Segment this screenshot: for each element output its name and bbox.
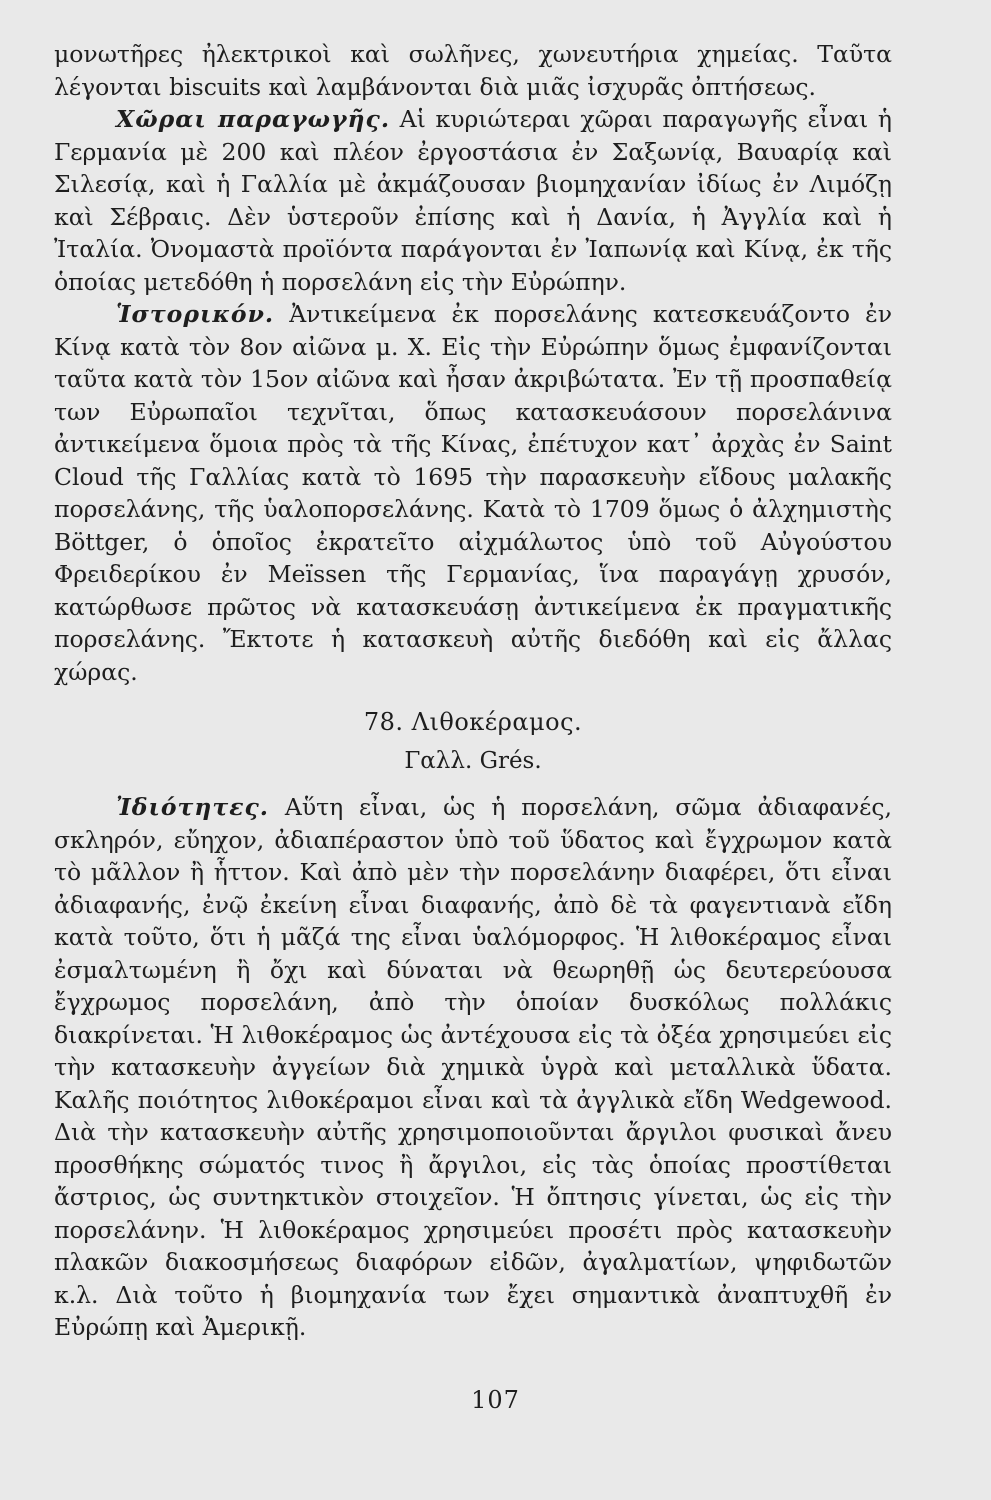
- paragraph-lead: Ἰδιότητες.: [116, 793, 269, 821]
- paragraph-history: [54, 298, 892, 688]
- paragraph-continuation: [54, 38, 892, 103]
- paragraph-text: Ἀντικείμενα ἐκ πορσελάνης κατεσκευάζοντο ἐν Κίνᾳ κατὰ τὸν 8ον αἰῶνα μ. Χ. Εἰς τὴν Εὐρώπην ὅμως ἐμφανίζονται ταῦτα κατὰ τὸν 15ον αἰῶνα καὶ ἦσαν ἀκριβώτατα. Ἐν τῇ προσπαθείᾳ των Εὐρωπαῖοι τεχνῖται, ὅπως κατασκευάσουν πορσελάνινα ἀντικείμενα ὅμοια πρὸς τὰ τῆς Κίνας, ἐπέτυχον κατ᾽ ἀρχὰς ἐν Saint Cloud τῆς Γαλλίας κατὰ τὸ 1695 τὴν παρασκευὴν εἴδους μαλακῆς πορσελάνης, τῆς ὑαλοπορσελάνης. Κατὰ τὸ 1709 ὅμως ὁ ἀλχημιστὴς Böttger, ὁ ὁποῖος ἐκρατεῖτο αἰχμάλωτος ὑπὸ τοῦ Αὐγούστου Φρειδερίκου ἐν Meïssen τῆς Γερμανίας, ἵνα παραγάγῃ χρυσόν, κατώρθωσε πρῶτος νὰ κατασκευάσῃ ἀντικείμενα ἐκ πραγματικῆς πορσελάνης. Ἔκτοτε ἡ κατασκευὴ αὐτῆς διεδόθη καὶ εἰς ἄλλας χώρας.: [54, 300, 892, 686]
- section-heading: 78. Λιθοκέραμος.: [363, 708, 583, 736]
- page-body: [54, 38, 892, 1344]
- paragraph-lead: Χῶραι παραγωγῆς.: [116, 105, 391, 133]
- paragraph-production-countries: [54, 103, 892, 298]
- page-number: 107: [471, 1386, 520, 1414]
- paragraph-text: Αἱ κυριώτεραι χῶραι παραγωγῆς εἶναι ἡ Γερμανία μὲ 200 καὶ πλέον ἐργοστάσια ἐν Σαξωνίᾳ, Βαυαρίᾳ καὶ Σιλεσίᾳ, καὶ ἡ Γαλλία μὲ ἀκμάζουσαν βιομηχανίαν ἰδίως ἐν Λιμόζῃ καὶ Σέβραις. Δὲν ὑστεροῦν ἐπίσης καὶ ἡ Δανία, ἡ Ἀγγλία καὶ ἡ Ἰταλία. Ὀνομαστὰ προϊόντα παράγονται ἐν Ἰαπωνίᾳ καὶ Κίνᾳ, ἐκ τῆς ὁποίας μετεδόθη ἡ πορσελάνη εἰς τὴν Εὐρώπην.: [54, 105, 892, 296]
- section-subheading: Γαλλ. Grés.: [404, 747, 542, 774]
- paragraph-text: μονωτῆρες ἠλεκτρικοὶ καὶ σωλῆνες, χωνευτήρια χημείας. Ταῦτα λέγονται biscuits καὶ λαμβάνονται διὰ μιᾶς ἰσχυρᾶς ὀπτήσεως.: [54, 40, 892, 101]
- paragraph-lead: Ἱστορικόν.: [116, 300, 275, 328]
- paragraph-properties: [54, 791, 892, 1344]
- paragraph-text: Αὕτη εἶναι, ὡς ἡ πορσελάνη, σῶμα ἀδιαφανές, σκληρόν, εὔηχον, ἀδιαπέραστον ὑπὸ τοῦ ὕδατος καὶ ἔγχρωμον κατὰ τὸ μᾶλλον ἢ ἧττον. Καὶ ἀπὸ μὲν τὴν πορσελάνην διαφέρει, ὅτι εἶναι ἀδιαφανής, ἐνῷ ἐκείνη εἶναι διαφανής, ἀπὸ δὲ τὰ φαγεντιανὰ εἴδη κατὰ τοῦτο, ὅτι ἡ μᾶζά της εἶναι ὑαλόμορφος. Ἡ λιθοκέραμος εἶναι ἐσμαλτωμένη ἢ ὄχι καὶ δύναται νὰ θεωρηθῇ ὡς δευτερεύουσα ἔγχρωμος πορσελάνη, ἀπὸ τὴν ὁποίαν δυσκόλως πολλάκις διακρίνεται. Ἡ λιθοκέραμος ὡς ἀντέχουσα εἰς τὰ ὀξέα χρησιμεύει εἰς τὴν κατασκευὴν ἀγγείων διὰ χημικὰ ὑγρὰ καὶ μεταλλικὰ ὕδατα. Καλῆς ποιότητος λιθοκέραμοι εἶναι καὶ τὰ ἀγγλικὰ εἴδη Wedgewood. Διὰ τὴν κατασκευὴν αὐτῆς χρησιμοποιοῦνται ἄργιλοι φυσικαὶ ἄνευ προσθήκης σώματός τινος ἢ ἄργιλοι, εἰς τὰς ὁποίας προστίθεται ἄστριος, ὡς συντηκτικὸν στοιχεῖον. Ἡ ὄπτησις γίνεται, ὡς εἰς τὴν πορσελάνην. Ἡ λιθοκέραμος χρησιμεύει προσέτι πρὸς κατασκευὴν πλακῶν διακοσμήσεως διαφόρων εἰδῶν, ἀγαλματίων, ψηφιδωτῶν κ.λ. Διὰ τοῦτο ἡ βιομηχανία των ἔχει σημαντικὰ ἀναπτυχθῆ ἐν Εὐρώπῃ καὶ Ἀμερικῇ.: [54, 793, 892, 1341]
